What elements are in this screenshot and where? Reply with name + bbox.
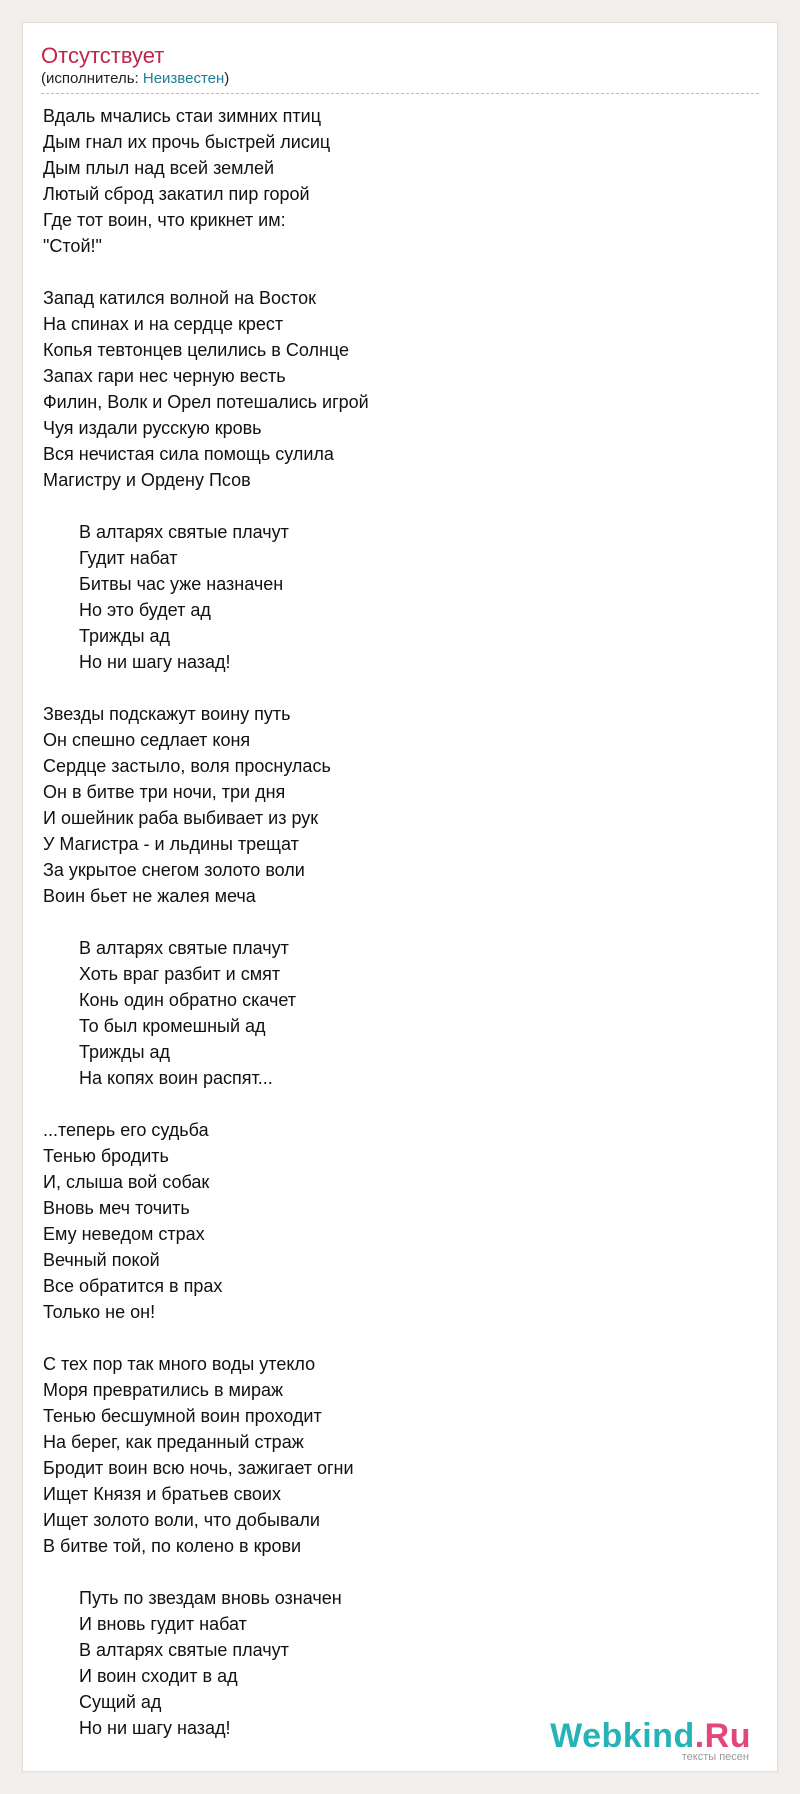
verse-stanza — [43, 1351, 757, 1559]
logo-web-text: Webkind — [550, 1717, 695, 1755]
lyric-line: Запах гари нес черную весть — [43, 366, 286, 386]
lyric-line: Вновь меч точить — [43, 1198, 190, 1218]
artist-suffix: ) — [224, 70, 230, 87]
lyric-line: Вся нечистая сила помощь сулила — [43, 444, 334, 464]
chorus-stanza — [43, 935, 757, 1091]
lyric-line: Трижды ад — [79, 626, 171, 646]
lyric-line: В алтарях святые плачут — [79, 522, 289, 542]
artist-link[interactable]: Неизвестен — [142, 70, 225, 87]
lyric-line: Только не он! — [43, 1302, 156, 1322]
lyric-line: И вновь гудит набат — [79, 1614, 247, 1634]
lyric-line: Вечный покой — [43, 1250, 160, 1270]
lyric-line: Филин, Волк и Орел потешались игрой — [43, 392, 369, 412]
lyric-line: В алтарях святые плачут — [79, 938, 289, 958]
lyric-line: Битвы час уже назначен — [79, 574, 284, 594]
lyric-line: За укрытое снегом золото воли — [43, 860, 305, 880]
lyric-line: У Магистра - и льдины трещат — [43, 834, 299, 854]
lyric-line: Моря превратились в мираж — [43, 1380, 284, 1400]
lyric-line: Хоть враг разбит и смят — [79, 964, 281, 984]
lyric-line: Звезды подскажут воину путь — [43, 704, 291, 724]
lyric-line: И, слыша вой собак — [43, 1172, 210, 1192]
logo-wordmark — [550, 1719, 751, 1753]
lyric-line: Бродит воин всю ночь, зажигает огни — [43, 1458, 354, 1478]
artist-line — [41, 69, 759, 89]
lyric-line: Где тот воин, что крикнет им: — [43, 210, 286, 230]
lyric-line: Он спешно седлает коня — [43, 730, 251, 750]
lyric-line: На спинах и на сердце крест — [43, 314, 284, 334]
lyric-line: На берег, как преданный страж — [43, 1432, 304, 1452]
lyric-line: Он в битве три ночи, три дня — [43, 782, 286, 802]
verse-stanza — [43, 285, 757, 493]
lyric-line: "Стой!" — [43, 236, 102, 256]
lyric-line: В алтарях святые плачут — [79, 1640, 289, 1660]
lyric-line: ...теперь его судьба — [43, 1120, 209, 1140]
lyrics-body — [43, 103, 757, 1767]
lyric-line: Но ни шагу назад! — [79, 652, 231, 672]
song-title: Отсутствует — [41, 43, 165, 68]
lyric-line: Копья тевтонцев целились в Солнце — [43, 340, 350, 360]
lyric-line: И воин сходит в ад — [79, 1666, 238, 1686]
lyric-line: Сердце застыло, воля проснулась — [43, 756, 331, 776]
verse-stanza — [43, 1117, 757, 1325]
logo-ru-text: .Ru — [694, 1717, 751, 1755]
lyric-line: С тех пор так много воды утекло — [43, 1354, 316, 1374]
header-divider — [41, 93, 759, 94]
lyric-line: То был кромешный ад — [79, 1016, 266, 1036]
lyric-line: Ему неведом страх — [43, 1224, 205, 1244]
lyric-line: Тенью бесшумной воин проходит — [43, 1406, 322, 1426]
lyric-line: Путь по звездам вновь означен — [79, 1588, 342, 1608]
lyric-line: Тенью бродить — [43, 1146, 169, 1166]
verse-stanza — [43, 701, 757, 909]
lyric-line: Запад катился волной на Восток — [43, 288, 316, 308]
lyric-line: Ищет Князя и братьев своих — [43, 1484, 281, 1504]
chorus-stanza — [43, 519, 757, 675]
lyric-line: Но ни шагу назад! — [79, 1718, 231, 1738]
lyric-line: На копях воин распят... — [79, 1068, 273, 1088]
lyric-line: Вдаль мчались стаи зимних птиц — [43, 106, 322, 126]
lyric-line: Все обратится в прах — [43, 1276, 223, 1296]
lyric-line: Дым гнал их прочь быстрей лисиц — [43, 132, 331, 152]
lyric-line: Трижды ад — [79, 1042, 171, 1062]
logo-tagline: тексты песен — [681, 1751, 749, 1763]
lyric-line: Лютый сброд закатил пир горой — [43, 184, 310, 204]
artist-prefix: (исполнитель: — [41, 70, 143, 87]
lyric-line: Воин бьет не жалея меча — [43, 886, 256, 906]
lyric-line: Но это будет ад — [79, 600, 211, 620]
lyric-line: Магистру и Ордену Псов — [43, 470, 251, 490]
lyric-line: Конь один обратно скачет — [79, 990, 296, 1010]
lyric-line: Сущий ад — [79, 1692, 162, 1712]
lyric-line: И ошейник раба выбивает из рук — [43, 808, 319, 828]
webkind-logo[interactable] — [550, 1719, 751, 1763]
lyric-line: Чуя издали русскую кровь — [43, 418, 262, 438]
song-header — [41, 43, 759, 89]
lyric-line: Гудит набат — [79, 548, 178, 568]
lyric-line: Ищет золото воли, что добывали — [43, 1510, 320, 1530]
lyric-line: Дым плыл над всей землей — [43, 158, 275, 178]
lyrics-card — [22, 22, 778, 1772]
lyric-line: В битве той, по колено в крови — [43, 1536, 302, 1556]
verse-stanza — [43, 103, 757, 259]
